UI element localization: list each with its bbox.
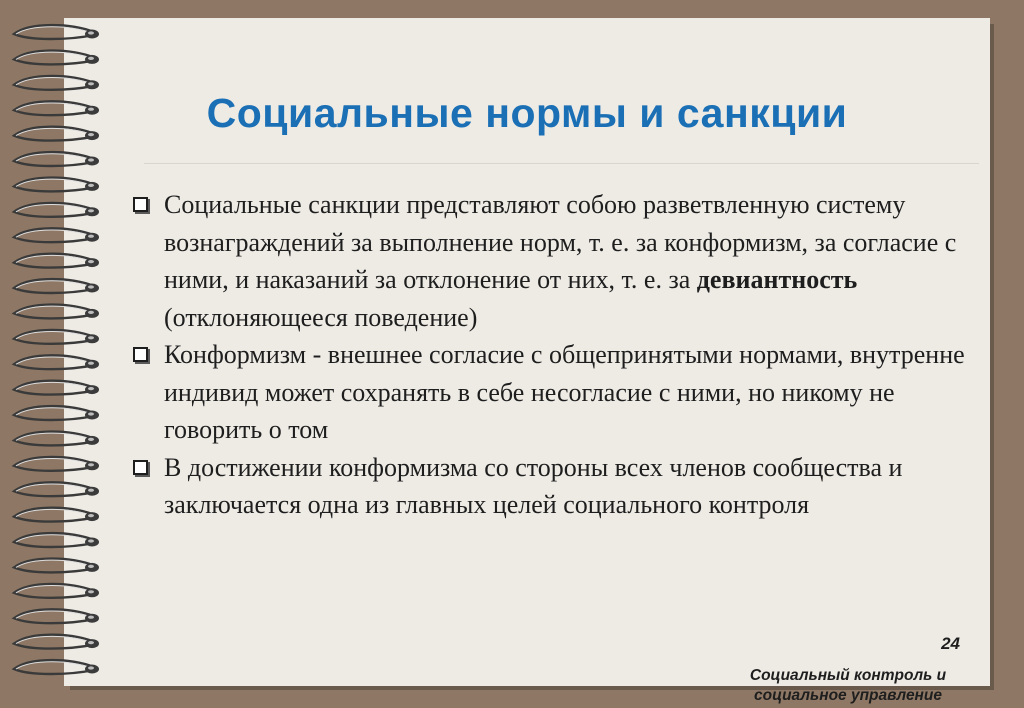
spiral-ring [14, 152, 99, 166]
spiral-ring [14, 101, 99, 115]
spiral-ring [14, 457, 99, 471]
spiral-ring [14, 203, 99, 217]
bullet-bold-term: девиантность [696, 265, 858, 294]
spiral-ring [14, 533, 99, 547]
spiral-binding-icon [0, 0, 120, 708]
checkbox-square-icon [133, 347, 148, 362]
spiral-ring [14, 254, 99, 268]
footer-line-2: социальное управление [753, 687, 943, 704]
slide-page [64, 18, 990, 704]
bullet-item [130, 449, 990, 524]
title-divider [144, 163, 979, 164]
bullet-list [130, 186, 990, 524]
spiral-ring [14, 381, 99, 395]
spiral-ring [14, 178, 99, 192]
bullet-text: Конформизм - внешнее согласие с общепринятыми нормами, внутренне индивид может сохранять в себе несогласие с ними, но никому не говорить о том [164, 340, 965, 444]
spiral-ring [14, 406, 99, 420]
footer-line-1: Социальный контроль и [749, 667, 947, 684]
spiral-ring [14, 482, 99, 496]
spiral-ring [14, 584, 99, 598]
spiral-ring [14, 305, 99, 319]
slide-footer [718, 666, 978, 706]
spiral-ring [14, 508, 99, 522]
spiral-ring [14, 51, 99, 65]
spiral-ring [14, 228, 99, 242]
checkbox-square-icon [133, 197, 148, 212]
spiral-ring [14, 279, 99, 293]
bullet-item [130, 336, 990, 449]
bullet-text: В достижении конформизма со стороны всех членов сообщества и заключается одна из главных целей социального контроля [164, 452, 903, 519]
slide-title: Социальные нормы и санкции [206, 90, 848, 136]
spiral-ring [14, 76, 99, 90]
spiral-ring [14, 127, 99, 141]
spiral-ring [14, 635, 99, 649]
bullet-item [130, 186, 990, 336]
spiral-ring [14, 609, 99, 623]
spiral-ring [14, 432, 99, 446]
spiral-ring [14, 25, 99, 39]
spiral-ring [14, 559, 99, 573]
slide-number: 24 [941, 634, 960, 653]
spiral-ring [14, 355, 99, 369]
spiral-ring [14, 330, 99, 344]
spiral-ring [14, 660, 99, 674]
bullet-text-tail: (отклоняющееся поведение) [164, 302, 478, 332]
checkbox-square-icon [133, 460, 148, 475]
bullet-text: Социальные санкции представляют собою разветвленную систему вознаграждений за выполнение норм, т. е. за конформизм, за согласие с ними, и наказаний за отклонение от них, т. е. за [164, 190, 957, 294]
